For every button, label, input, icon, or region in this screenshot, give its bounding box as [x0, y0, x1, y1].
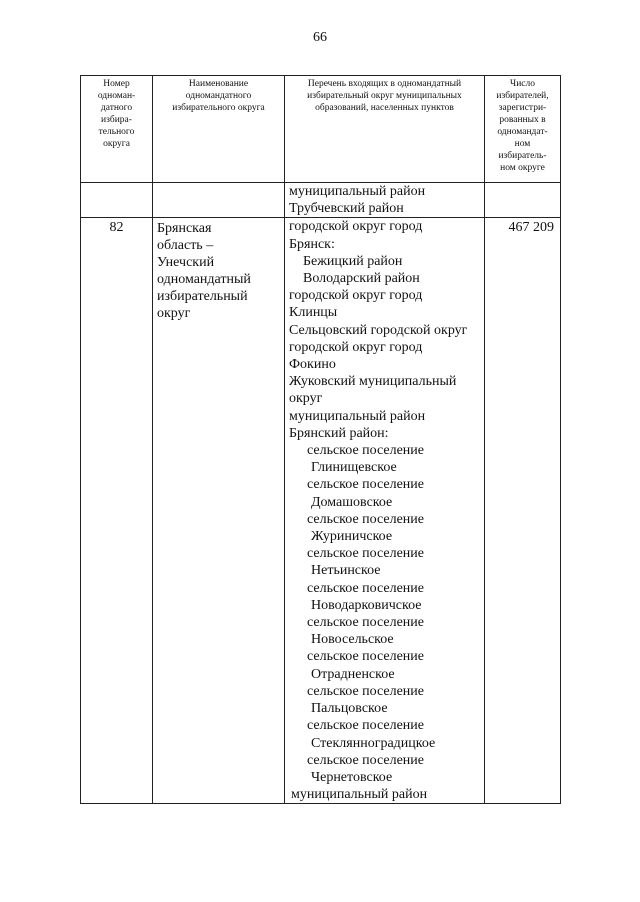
list-line: Новодарковичское	[311, 597, 422, 613]
list-line: Нетьинское	[311, 563, 381, 579]
list-line: округ	[289, 391, 323, 407]
list-line: сельское поселение	[307, 443, 424, 459]
cell-voters-count: 467 209	[485, 218, 561, 804]
list-line: Домашовское	[311, 494, 393, 510]
list-line: Чернетовское	[311, 769, 393, 785]
cell-empty	[153, 183, 285, 218]
list-line: Брянск:	[289, 236, 335, 252]
cell-district-name: Брянская область – Унечский одномандатный избирательный округ	[153, 218, 285, 804]
list-line: Брянский район:	[289, 425, 389, 441]
list-line: сельское поселение	[307, 546, 424, 562]
list-line: Бежицкий район	[303, 253, 403, 269]
list-line: Трубчевский район	[289, 201, 404, 217]
list-line: сельское поселение	[307, 615, 424, 631]
header-voters-count: Число избирателей, зарегистри- рованных в одномандат- ном избиратель- ном округе	[485, 76, 561, 183]
cell-empty	[81, 183, 153, 218]
cell-continuation-list	[285, 183, 485, 218]
header-district-number: Номер одноман- датного избира- тельного округа	[81, 76, 153, 183]
list-line: городской округ город	[289, 288, 423, 304]
list-line: городской округ город	[289, 339, 423, 355]
list-line: Фокино	[289, 357, 336, 373]
list-line: муниципальный район	[289, 408, 426, 424]
list-line: Жуковский муниципальный	[289, 374, 457, 390]
list-line: Журиничское	[311, 529, 393, 545]
list-line: сельское поселение	[307, 718, 424, 734]
list-line: Стеклянноградицкое	[311, 735, 436, 751]
table-row-district	[81, 218, 561, 804]
list-line: Глинищевское	[311, 460, 397, 476]
list-line: сельское поселение	[307, 580, 424, 596]
list-line: Клинцы	[289, 305, 338, 321]
list-line: сельское поселение	[307, 752, 424, 768]
cell-municipalities-list	[285, 218, 485, 804]
header-district-name: Наименование одномандатного избирательного округа	[153, 76, 285, 183]
list-line: муниципальный район	[289, 184, 426, 199]
list-line: Пальцовское	[311, 701, 388, 717]
cell-district-number: 82	[81, 218, 153, 804]
table-header-row	[81, 76, 561, 183]
header-municipalities-list: Перечень входящих в одномандатный избирательный округ муниципальных образований, населенных пунктов	[285, 76, 485, 183]
list-line: сельское поселение	[307, 477, 424, 493]
list-line: сельское поселение	[307, 649, 424, 665]
list-line: Новосельское	[311, 632, 394, 648]
cell-empty	[485, 183, 561, 218]
districts-table	[80, 75, 561, 804]
page-number: 66	[313, 30, 327, 45]
list-line: городской округ город	[289, 219, 423, 235]
list-line: Володарский район	[303, 271, 420, 287]
list-line: Отрадненское	[311, 666, 395, 682]
list-line: сельское поселение	[307, 683, 424, 699]
list-line: Сельцовский городской округ	[289, 322, 468, 338]
list-line: сельское поселение	[307, 511, 424, 527]
list-line: муниципальный район	[291, 787, 428, 803]
table-row-continuation	[81, 183, 561, 218]
